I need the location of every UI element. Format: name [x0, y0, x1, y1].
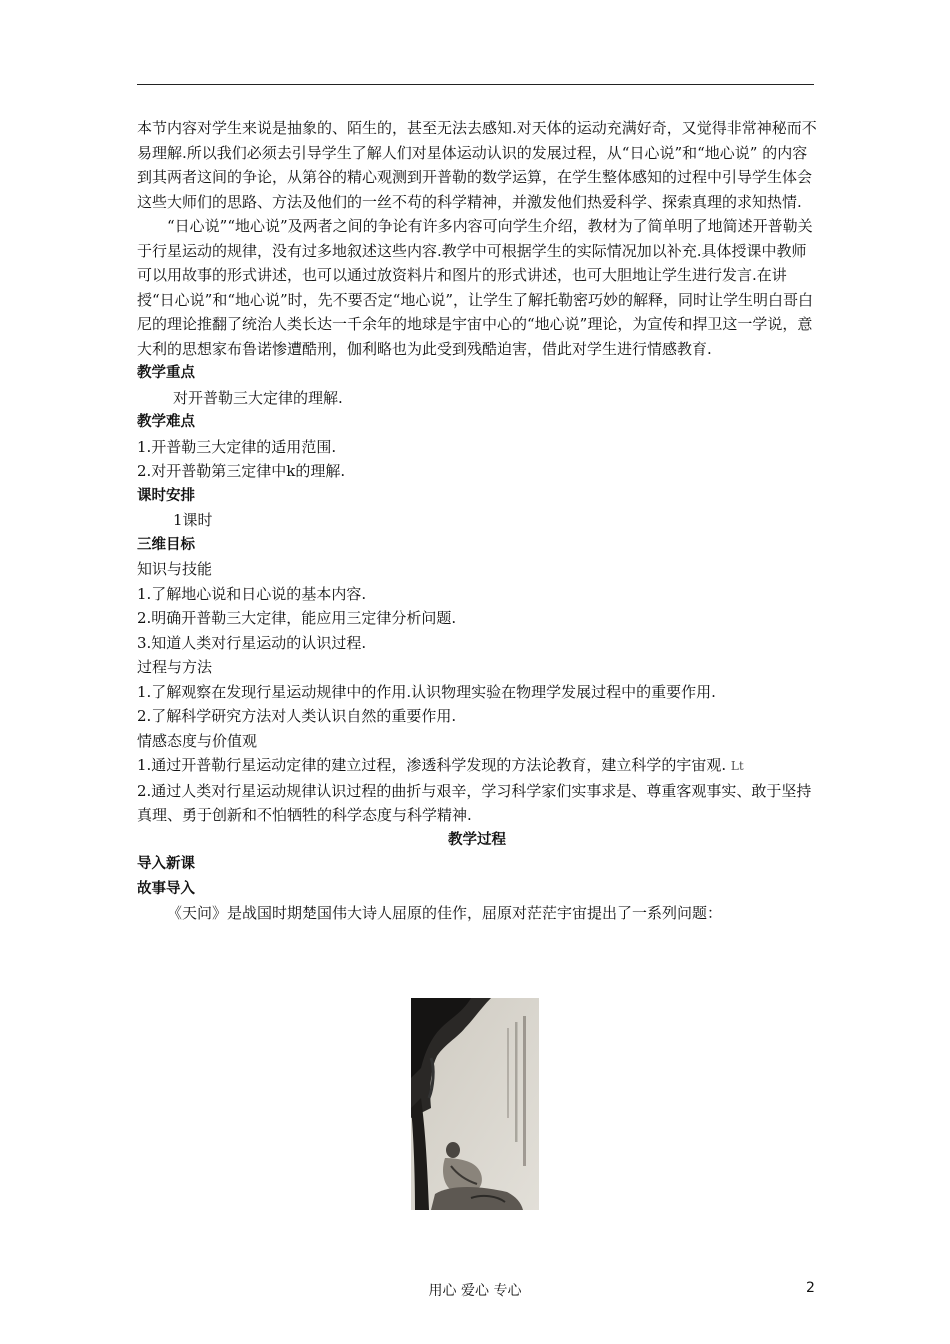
difficulties-heading: 教学难点	[137, 414, 195, 430]
process-item-1: 1.了解观察在发现行星运动规律中的作用.认识物理实验在物理学发展过程中的重要作用.	[137, 682, 716, 701]
knowledge-title: 知识与技能	[137, 560, 213, 578]
header-rule	[137, 84, 814, 85]
teaching-process-heading: 教学过程	[448, 831, 506, 848]
story-text: 《天问》是战国时期楚国伟大诗人屈原的佳作，屈原对茫茫宇宙提出了一系列问题：	[167, 904, 723, 922]
knowledge-item-2: 2.明确开普勒三大定律，能应用三定律分析问题.	[137, 609, 457, 627]
process-title: 过程与方法	[137, 658, 213, 676]
painting-illustration	[411, 998, 539, 1210]
intro-paragraph-2: “日心说”“地心说”及两者之间的争论有许多内容可向学生介绍，教材为了简单明了地简述开普勒关于行星运动的规律，没有过多地叙述这些内容.教学中可根据学生的实际情况加以补充.具体授课中教师可以用故事的形式讲述，也可以通过放资料片和图片的形式讲述，也可大胆地让学生进行发言.在讲授“日心说”和“地心说”时，先不要否定“地心说”，让学生了解托勒密巧妙的解释，同时让学生明白哥白尼的理论推翻了统治人类长达一千余年的地球是宇宙中心的“地心说”理论，为宣传和捍卫这一学说，意大利的思想家布鲁诺惨遭酷刑，伽利略也为此受到残酷迫害，借此对学生进行情感教育.	[137, 217, 814, 358]
page-number: 2	[806, 1280, 815, 1296]
intro-paragraph-1: 本节内容对学生来说是抽象的、陌生的，甚至无法去感知.对天体的运动充满好奇，又觉得非常神秘而不易理解.所以我们必须去引导学生了解人们对星体运动认识的发展过程，从“日心说”和“地心说” 的内容到其两者这间的争论，从第谷的精心观测到开普勒的数学运算，在学生整体感知的过程中引导学生体会这些大师们的思路、方法及他们的一丝不苟的科学精神，并激发他们热爱科学、探索真理的求知热情.	[137, 119, 817, 211]
emotion-title: 情感态度与价值观	[137, 731, 258, 750]
goals-heading: 三维目标	[137, 536, 195, 553]
emotion-item-2: 2.通过人类对行星运动规律认识过程的曲折与艰辛，学习科学家们实事求是、尊重客观事实、敢于坚持真理、勇于创新和不怕牺牲的科学态度与科学精神.	[137, 781, 812, 824]
emotion-item-1	[137, 753, 817, 779]
knowledge-item-1: 1.了解地心说和日心说的基本内容.	[137, 584, 367, 603]
footer-motto: 用心 爱心 专心	[428, 1283, 522, 1299]
schedule-text: 1课时	[173, 511, 213, 529]
document-body	[137, 116, 817, 926]
schedule-heading: 课时安排	[137, 487, 195, 504]
qu-yuan-painting	[411, 998, 539, 1210]
difficulty-item-2: 2.对开普勒第三定律中k的理解.	[137, 462, 346, 480]
intro-heading: 导入新课	[137, 856, 195, 872]
process-item-2: 2.了解科学研究方法对人类认识自然的重要作用.	[137, 707, 457, 725]
emotion-item-1-text: 1.通过开普勒行星运动定律的建立过程，渗透科学发现的方法论教育，建立科学的宇宙观.	[137, 756, 727, 774]
key-points-text: 对开普勒三大定律的理解.	[173, 388, 343, 407]
knowledge-item-3: 3.知道人类对行星运动的认识过程.	[137, 633, 367, 652]
stray-mark: Lt	[730, 759, 744, 773]
difficulty-item-1: 1.开普勒三大定律的适用范围.	[137, 437, 337, 456]
story-heading: 故事导入	[137, 880, 195, 897]
key-points-heading: 教学重点	[137, 365, 195, 381]
